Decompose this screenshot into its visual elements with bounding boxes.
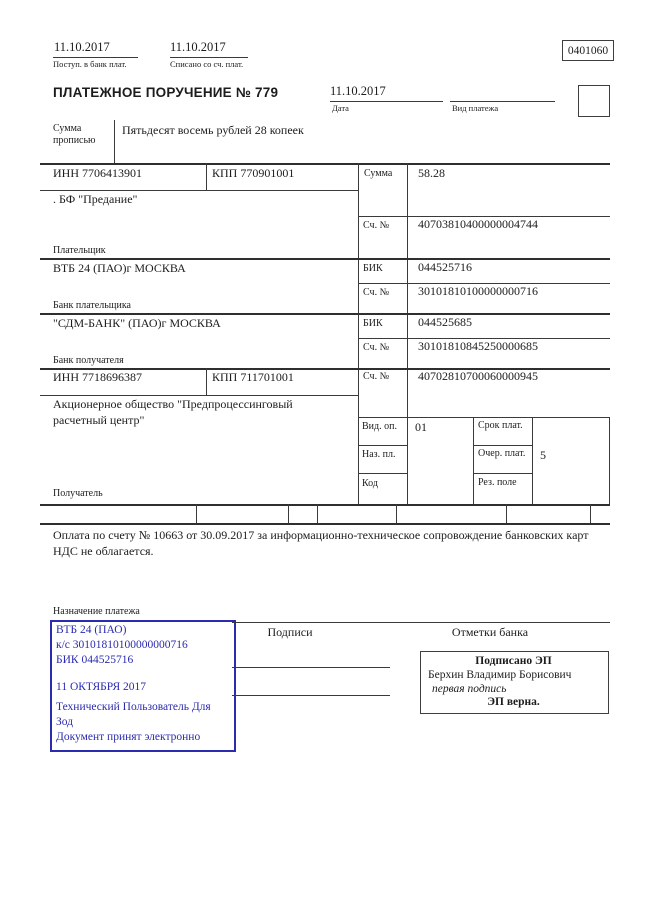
- table-line: [40, 258, 610, 260]
- stamp-user-line2: Зод: [56, 716, 74, 728]
- payee-kpp: КПП 711701001: [212, 370, 294, 384]
- document-title: ПЛАТЕЖНОЕ ПОРУЧЕНИЕ № 779: [53, 85, 279, 100]
- payee-account-label: Сч. №: [363, 371, 390, 382]
- payer-bank-account: 30101810100000000716: [418, 284, 538, 298]
- date-debited: 11.10.2017: [170, 40, 226, 54]
- payee-bank-account: 30101810845250000685: [418, 339, 538, 353]
- table-line: [40, 190, 358, 191]
- payer-bank-account-label: Сч. №: [363, 287, 390, 298]
- table-line: [206, 163, 207, 190]
- table-line: [317, 504, 318, 523]
- stamp-date: 11 ОКТЯБРЯ 2017: [56, 681, 147, 693]
- payer-account-label: Сч. №: [363, 220, 390, 231]
- payment-purpose-label: Назначение платежа: [53, 606, 140, 617]
- payee-bank-name: "СДМ-БАНК" (ПАО)г МОСКВА: [53, 316, 221, 330]
- table-line: [288, 504, 289, 523]
- payer-account: 40703810400000004744: [418, 217, 538, 231]
- priority-label: Очер. плат.: [478, 448, 526, 459]
- payer-name: . БФ "Предание": [53, 192, 138, 206]
- due-label: Срок плат.: [478, 420, 523, 431]
- esign-status: ЭП верна.: [487, 696, 540, 708]
- table-line: [358, 473, 407, 474]
- payee-bank-section-label: Банк получателя: [53, 355, 124, 366]
- payee-bank-bik-label: БИК: [363, 318, 383, 329]
- table-line: [40, 523, 610, 525]
- payee-account: 40702810700060000945: [418, 369, 538, 383]
- signatures-heading: Подписи: [267, 625, 313, 639]
- sum-label: Сумма: [364, 168, 393, 179]
- form-code-box: 0401060: [562, 40, 614, 61]
- table-line: [532, 417, 533, 504]
- footer-line: [232, 622, 610, 623]
- table-line: [473, 417, 474, 504]
- table-line: [396, 504, 397, 523]
- table-line: [506, 504, 507, 523]
- payer-bank-bik: 044525716: [418, 260, 472, 274]
- payment-purpose-text: Оплата по счету № 10663 от 30.09.2017 за информационно-техническое сопровождение банковских карт НДС не облагается.: [53, 528, 589, 558]
- op-type-label: Вид. оп.: [362, 421, 397, 432]
- stamp-corr-account: к/с 30101810100000000716: [56, 639, 188, 651]
- purpose-code-label: Наз. пл.: [362, 449, 396, 460]
- divider: [114, 120, 115, 163]
- payee-name: Акционерное общество "Предпроцессинговый расчетный центр": [53, 397, 293, 427]
- table-line: [609, 417, 610, 504]
- signature-line: [232, 695, 390, 696]
- table-line: [407, 163, 408, 504]
- priority-value: 5: [540, 448, 546, 462]
- payer-bank-section-label: Банк плательщика: [53, 300, 131, 311]
- document-date: 11.10.2017: [330, 84, 386, 98]
- stamp-bank-name: ВТБ 24 (ПАО): [56, 624, 127, 636]
- divider: [53, 57, 138, 58]
- stamp-note: Документ принят электронно: [56, 731, 201, 743]
- table-line: [40, 504, 610, 506]
- table-line: [358, 163, 359, 504]
- payer-kpp: КПП 770901001: [212, 166, 295, 180]
- payment-type-label: Вид платежа: [452, 103, 499, 113]
- bank-marks-heading: Отметки банка: [451, 625, 529, 639]
- esign-title: Подписано ЭП: [475, 655, 552, 667]
- date-received: 11.10.2017: [54, 40, 110, 54]
- divider: [450, 101, 555, 102]
- table-line: [40, 163, 610, 165]
- sum-value: 58.28: [418, 166, 445, 180]
- signature-line: [232, 667, 390, 668]
- document-date-label: Дата: [332, 103, 349, 113]
- esign-signer-role: первая подпись: [432, 683, 507, 695]
- table-line: [40, 313, 610, 315]
- amount-in-words: Пятьдесят восемь рублей 28 копеек: [122, 123, 304, 137]
- table-line: [196, 504, 197, 523]
- payer-inn: ИНН 7706413901: [53, 166, 142, 180]
- table-line: [473, 445, 532, 446]
- table-line: [473, 473, 532, 474]
- table-line: [358, 445, 407, 446]
- stamp-bik: БИК 044525716: [56, 654, 134, 666]
- payment-type-box: [578, 85, 610, 117]
- payee-inn: ИНН 7718696387: [53, 370, 142, 384]
- payer-bank-name: ВТБ 24 (ПАО)г МОСКВА: [53, 261, 186, 275]
- reserve-field-label: Рез. поле: [478, 477, 517, 488]
- payee-bank-bik: 044525685: [418, 315, 472, 329]
- payer-section-label: Плательщик: [53, 245, 106, 256]
- esign-signer-name: Берхин Владимир Борисович: [428, 669, 572, 681]
- payee-bank-account-label: Сч. №: [363, 342, 390, 353]
- amount-in-words-label: Сумма прописью: [53, 123, 96, 146]
- op-type-value: 01: [415, 420, 427, 434]
- table-line: [206, 368, 207, 395]
- date-received-label: Поступ. в банк плат.: [53, 59, 127, 69]
- payee-section-label: Получатель: [53, 488, 103, 499]
- stamp-user-line1: Технический Пользователь Для: [56, 701, 211, 713]
- table-line: [590, 504, 591, 523]
- divider: [330, 101, 443, 102]
- divider: [170, 57, 248, 58]
- payer-bank-bik-label: БИК: [363, 263, 383, 274]
- code-label: Код: [362, 478, 378, 489]
- date-debited-label: Списано со сч. плат.: [170, 59, 244, 69]
- table-line: [358, 417, 610, 418]
